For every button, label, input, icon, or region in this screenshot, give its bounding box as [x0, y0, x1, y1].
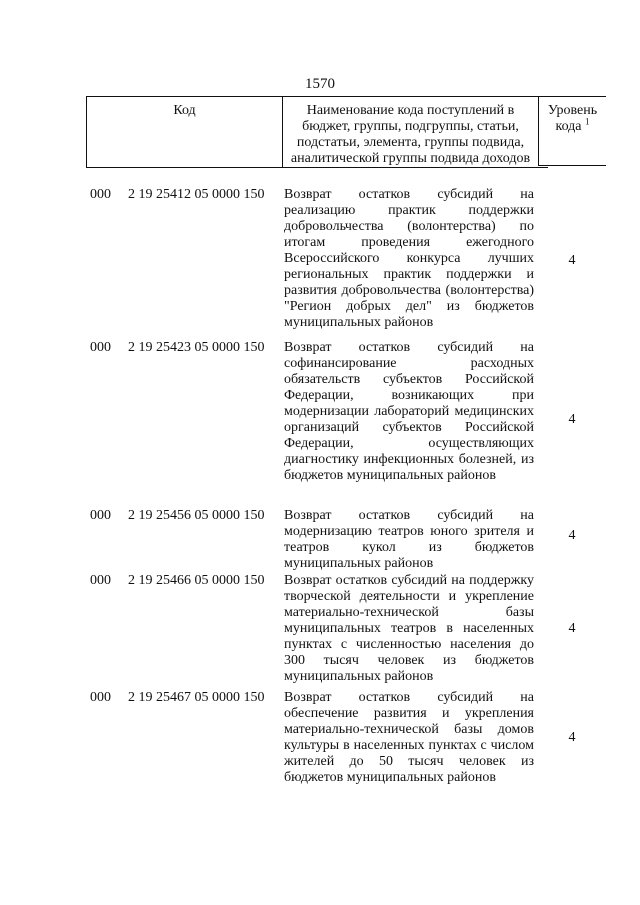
row-name: Возврат остатков субсидий на модернизацию театров юного зрителя и театров кукол из бюджетов муниципальных районов — [284, 508, 534, 571]
header-level-label: кода — [555, 119, 582, 134]
page-number: 1570 — [305, 76, 335, 92]
row-prefix: 000 — [90, 690, 111, 705]
header-level-line1: Уровень — [547, 103, 598, 118]
row-code: 2 19 25456 05 0000 150 — [128, 508, 265, 523]
row-code: 2 19 25467 05 0000 150 — [128, 690, 265, 705]
row-prefix: 000 — [90, 187, 111, 202]
row-code: 2 19 25466 05 0000 150 — [128, 573, 265, 588]
header-name — [282, 97, 538, 167]
row-name: Возврат остатков субсидий на обеспечение развития и укрепления материально-технической базы домов культуры в населенных пунктах с числом жителей до 50 тысяч человек из бюджетов муниципальных районов — [284, 690, 534, 785]
row-name: Возврат остатков субсидий на реализацию практик поддержки добровольчества (волонтерства) по итогам проведения ежегодного Всероссийского конкурса лучших региональных практик поддержки и развития добровольчества (волонтерства) "Регион добрых дел" из бюджетов муниципальных районов — [284, 187, 534, 330]
row-name: Возврат остатков субсидий на софинансирование расходных обязательств субъектов Российской Федерации, возникающих при модернизации лабораторий медицинских организаций субъектов Российской Федерации, осуществляющих диагностику инфекционных болезней, из бюджетов муниципальных районов — [284, 340, 534, 483]
row-name: Возврат остатков субсидий на поддержку творческой деятельности и укрепление материально-технической базы муниципальных театров в населенных пунктах с численностью населения до 300 тысяч человек из бюджетов муниципальных районов — [284, 573, 534, 684]
row-prefix: 000 — [90, 340, 111, 355]
table-header — [86, 96, 548, 168]
header-name-line: бюджет, группы, подгруппы, статьи, — [302, 119, 519, 134]
header-name-line: подстатьи, элемента, группы подвида, — [296, 135, 525, 150]
row-code: 2 19 25412 05 0000 150 — [128, 187, 265, 202]
header-name-line: Наименование кода поступлений в — [306, 103, 515, 118]
header-level-line2 — [539, 116, 606, 135]
row-level: 4 — [568, 730, 576, 745]
header-level — [538, 96, 606, 166]
row-prefix: 000 — [90, 573, 111, 588]
row-prefix: 000 — [90, 508, 111, 523]
header-name-line: аналитической группы подвида доходов — [290, 151, 531, 166]
row-level: 4 — [568, 528, 576, 543]
header-level-footnote: 1 — [585, 116, 590, 127]
row-level: 4 — [568, 412, 576, 427]
row-level: 4 — [568, 253, 576, 268]
header-code: Код — [86, 97, 282, 167]
row-code: 2 19 25423 05 0000 150 — [128, 340, 265, 355]
row-level: 4 — [568, 621, 576, 636]
